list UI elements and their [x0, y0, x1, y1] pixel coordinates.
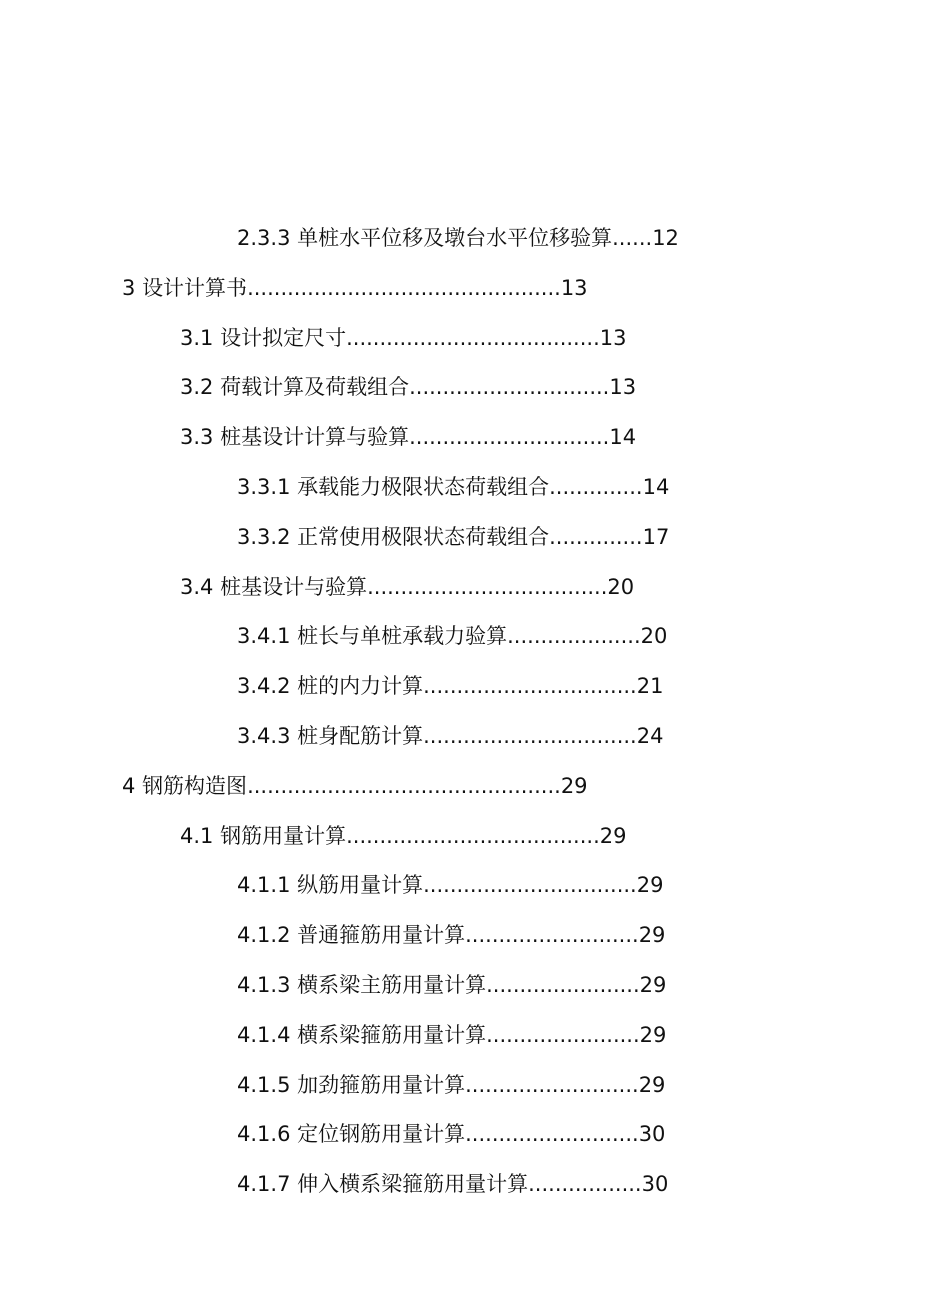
- toc-entry-4-1-6[interactable]: [0, 1110, 950, 1160]
- toc-entry-4-1-5[interactable]: [0, 1061, 950, 1111]
- toc-entry-title: 桩长与单桩承载力验算: [297, 624, 508, 649]
- toc-entry-title: 伸入横系梁箍筋用量计算: [297, 1172, 529, 1197]
- toc-entry-leader: ..........................: [465, 923, 639, 948]
- toc-entry-number: 3.3.1: [237, 474, 291, 499]
- toc-entry-leader: ...............................................: [247, 275, 561, 300]
- toc-entry-leader: ..............................: [409, 425, 610, 450]
- toc-entry-4[interactable]: [0, 762, 950, 812]
- toc-entry-page: 29: [638, 923, 666, 948]
- toc-entry-page: 12: [652, 226, 679, 250]
- toc-entry-number: 4: [122, 773, 136, 798]
- toc-entry-title: 钢筋构造图: [142, 773, 248, 798]
- toc-entry-4-1-2[interactable]: [0, 911, 950, 961]
- toc-entry-page: 29: [638, 1072, 666, 1097]
- toc-entry-number: 3: [122, 275, 136, 300]
- toc-entry-page: 29: [560, 773, 588, 798]
- toc-entry-4-1[interactable]: [0, 812, 950, 862]
- toc-entry-title: 单桩水平位移及墩台水平位移验算: [297, 226, 613, 250]
- toc-entry-number: 3.4.2: [237, 674, 291, 699]
- toc-entry-page: 13: [599, 325, 627, 350]
- toc-entry-page: 24: [636, 723, 664, 748]
- toc-entry-number: 4.1.5: [237, 1072, 291, 1097]
- toc-entry-title: 桩的内力计算: [297, 674, 424, 699]
- toc-entry-title: 桩基设计计算与验算: [220, 425, 410, 450]
- toc-entry-leader: .......................: [486, 1022, 640, 1047]
- toc-entry-3-4-1[interactable]: [0, 612, 950, 662]
- toc-entry-leader: ................................: [423, 723, 637, 748]
- toc-entry-leader: ....................: [507, 624, 641, 649]
- toc-entry-leader: ....................................: [367, 574, 608, 599]
- toc-entry-title: 桩基设计与验算: [220, 574, 368, 599]
- toc-entry-title: 正常使用极限状态荷载组合: [297, 524, 550, 549]
- toc-entry-title: 钢筋用量计算: [220, 823, 347, 848]
- toc-entry-leader: ..............................: [409, 375, 610, 400]
- toc-entry-number: 4.1.1: [237, 873, 291, 898]
- toc-entry-3-3-2[interactable]: [0, 513, 950, 563]
- toc-entry-page: 17: [642, 524, 670, 549]
- toc-entry-leader: ......................................: [346, 823, 600, 848]
- toc-entry-page: 30: [638, 1122, 666, 1147]
- toc-entry-title: 加劲箍筋用量计算: [297, 1072, 466, 1097]
- toc-entry-number: 2.3.3: [237, 226, 291, 250]
- toc-entry-leader: ..........................: [465, 1122, 639, 1147]
- toc-entry-leader: ...............................................: [247, 773, 561, 798]
- toc-entry-number: 3.4: [180, 574, 214, 599]
- toc-entry-page: 14: [609, 425, 637, 450]
- toc-entry-page: 20: [607, 574, 635, 599]
- toc-entry-number: 3.2: [180, 375, 214, 400]
- toc-entry-title: 纵筋用量计算: [297, 873, 424, 898]
- toc-entry-page: 14: [642, 474, 670, 499]
- toc-entry-4-1-3[interactable]: [0, 961, 950, 1011]
- toc-entry-number: 4.1: [180, 823, 214, 848]
- toc-entry-page: 21: [636, 674, 664, 699]
- toc-entry-3-4-2[interactable]: [0, 662, 950, 712]
- toc-entry-3-2[interactable]: [0, 363, 950, 413]
- toc-entry-3[interactable]: [0, 264, 950, 314]
- toc-entry-title: 设计计算书: [142, 275, 248, 300]
- toc-entry-number: 3.1: [180, 325, 214, 350]
- toc-entry-number: 4.1.2: [237, 923, 291, 948]
- toc-entry-page: 30: [641, 1172, 669, 1197]
- toc-entry-title: 设计拟定尺寸: [220, 325, 347, 350]
- toc-entry-number: 4.1.4: [237, 1022, 291, 1047]
- toc-entry-leader: ..............: [549, 474, 643, 499]
- toc-entry-leader: .......................: [486, 972, 640, 997]
- toc-entry-page: 29: [639, 1022, 667, 1047]
- toc-entry-leader: ..........................: [465, 1072, 639, 1097]
- toc-entry-leader: ..............: [549, 524, 643, 549]
- toc-entry-number: 3.3.2: [237, 524, 291, 549]
- toc-entry-page: 29: [639, 972, 667, 997]
- toc-entry-leader: ......................................: [346, 325, 600, 350]
- toc-entry-number: 4.1.7: [237, 1172, 291, 1197]
- toc-entry-3-3[interactable]: [0, 413, 950, 463]
- toc-entry-number: 3.3: [180, 425, 214, 450]
- toc-entry-title: 横系梁主筋用量计算: [297, 972, 487, 997]
- toc-entry-number: 4.1.6: [237, 1122, 291, 1147]
- toc-entry-3-3-1[interactable]: [0, 463, 950, 513]
- toc-entry-number: 3.4.1: [237, 624, 291, 649]
- toc-entry-title: 普通箍筋用量计算: [297, 923, 466, 948]
- toc-entry-4-1-7[interactable]: [0, 1160, 950, 1210]
- toc-entry-title: 桩身配筋计算: [297, 723, 424, 748]
- toc-entry-page: 13: [609, 375, 637, 400]
- toc-entry-leader: ......: [612, 226, 653, 250]
- toc-entry-title: 荷载计算及荷载组合: [220, 375, 410, 400]
- toc-entry-4-1-1[interactable]: [0, 861, 950, 911]
- toc-entry-2-3-3[interactable]: [0, 214, 950, 264]
- toc-entry-4-1-4[interactable]: [0, 1011, 950, 1061]
- toc-entry-page: 29: [636, 873, 664, 898]
- toc-entry-number: 4.1.3: [237, 972, 291, 997]
- toc-entry-3-4-3[interactable]: [0, 712, 950, 762]
- toc-entry-3-1[interactable]: [0, 314, 950, 364]
- toc-entry-leader: .................: [528, 1172, 642, 1197]
- toc-entry-leader: ................................: [423, 674, 637, 699]
- toc-entry-title: 承载能力极限状态荷载组合: [297, 474, 550, 499]
- toc-entry-leader: ................................: [423, 873, 637, 898]
- toc-entry-page: 13: [560, 275, 588, 300]
- toc-entry-page: 29: [599, 823, 627, 848]
- toc-entry-number: 3.4.3: [237, 723, 291, 748]
- table-of-contents: [0, 214, 950, 1210]
- toc-entry-3-4[interactable]: [0, 563, 950, 613]
- toc-entry-title: 横系梁箍筋用量计算: [297, 1022, 487, 1047]
- toc-entry-page: 20: [640, 624, 668, 649]
- toc-entry-title: 定位钢筋用量计算: [297, 1122, 466, 1147]
